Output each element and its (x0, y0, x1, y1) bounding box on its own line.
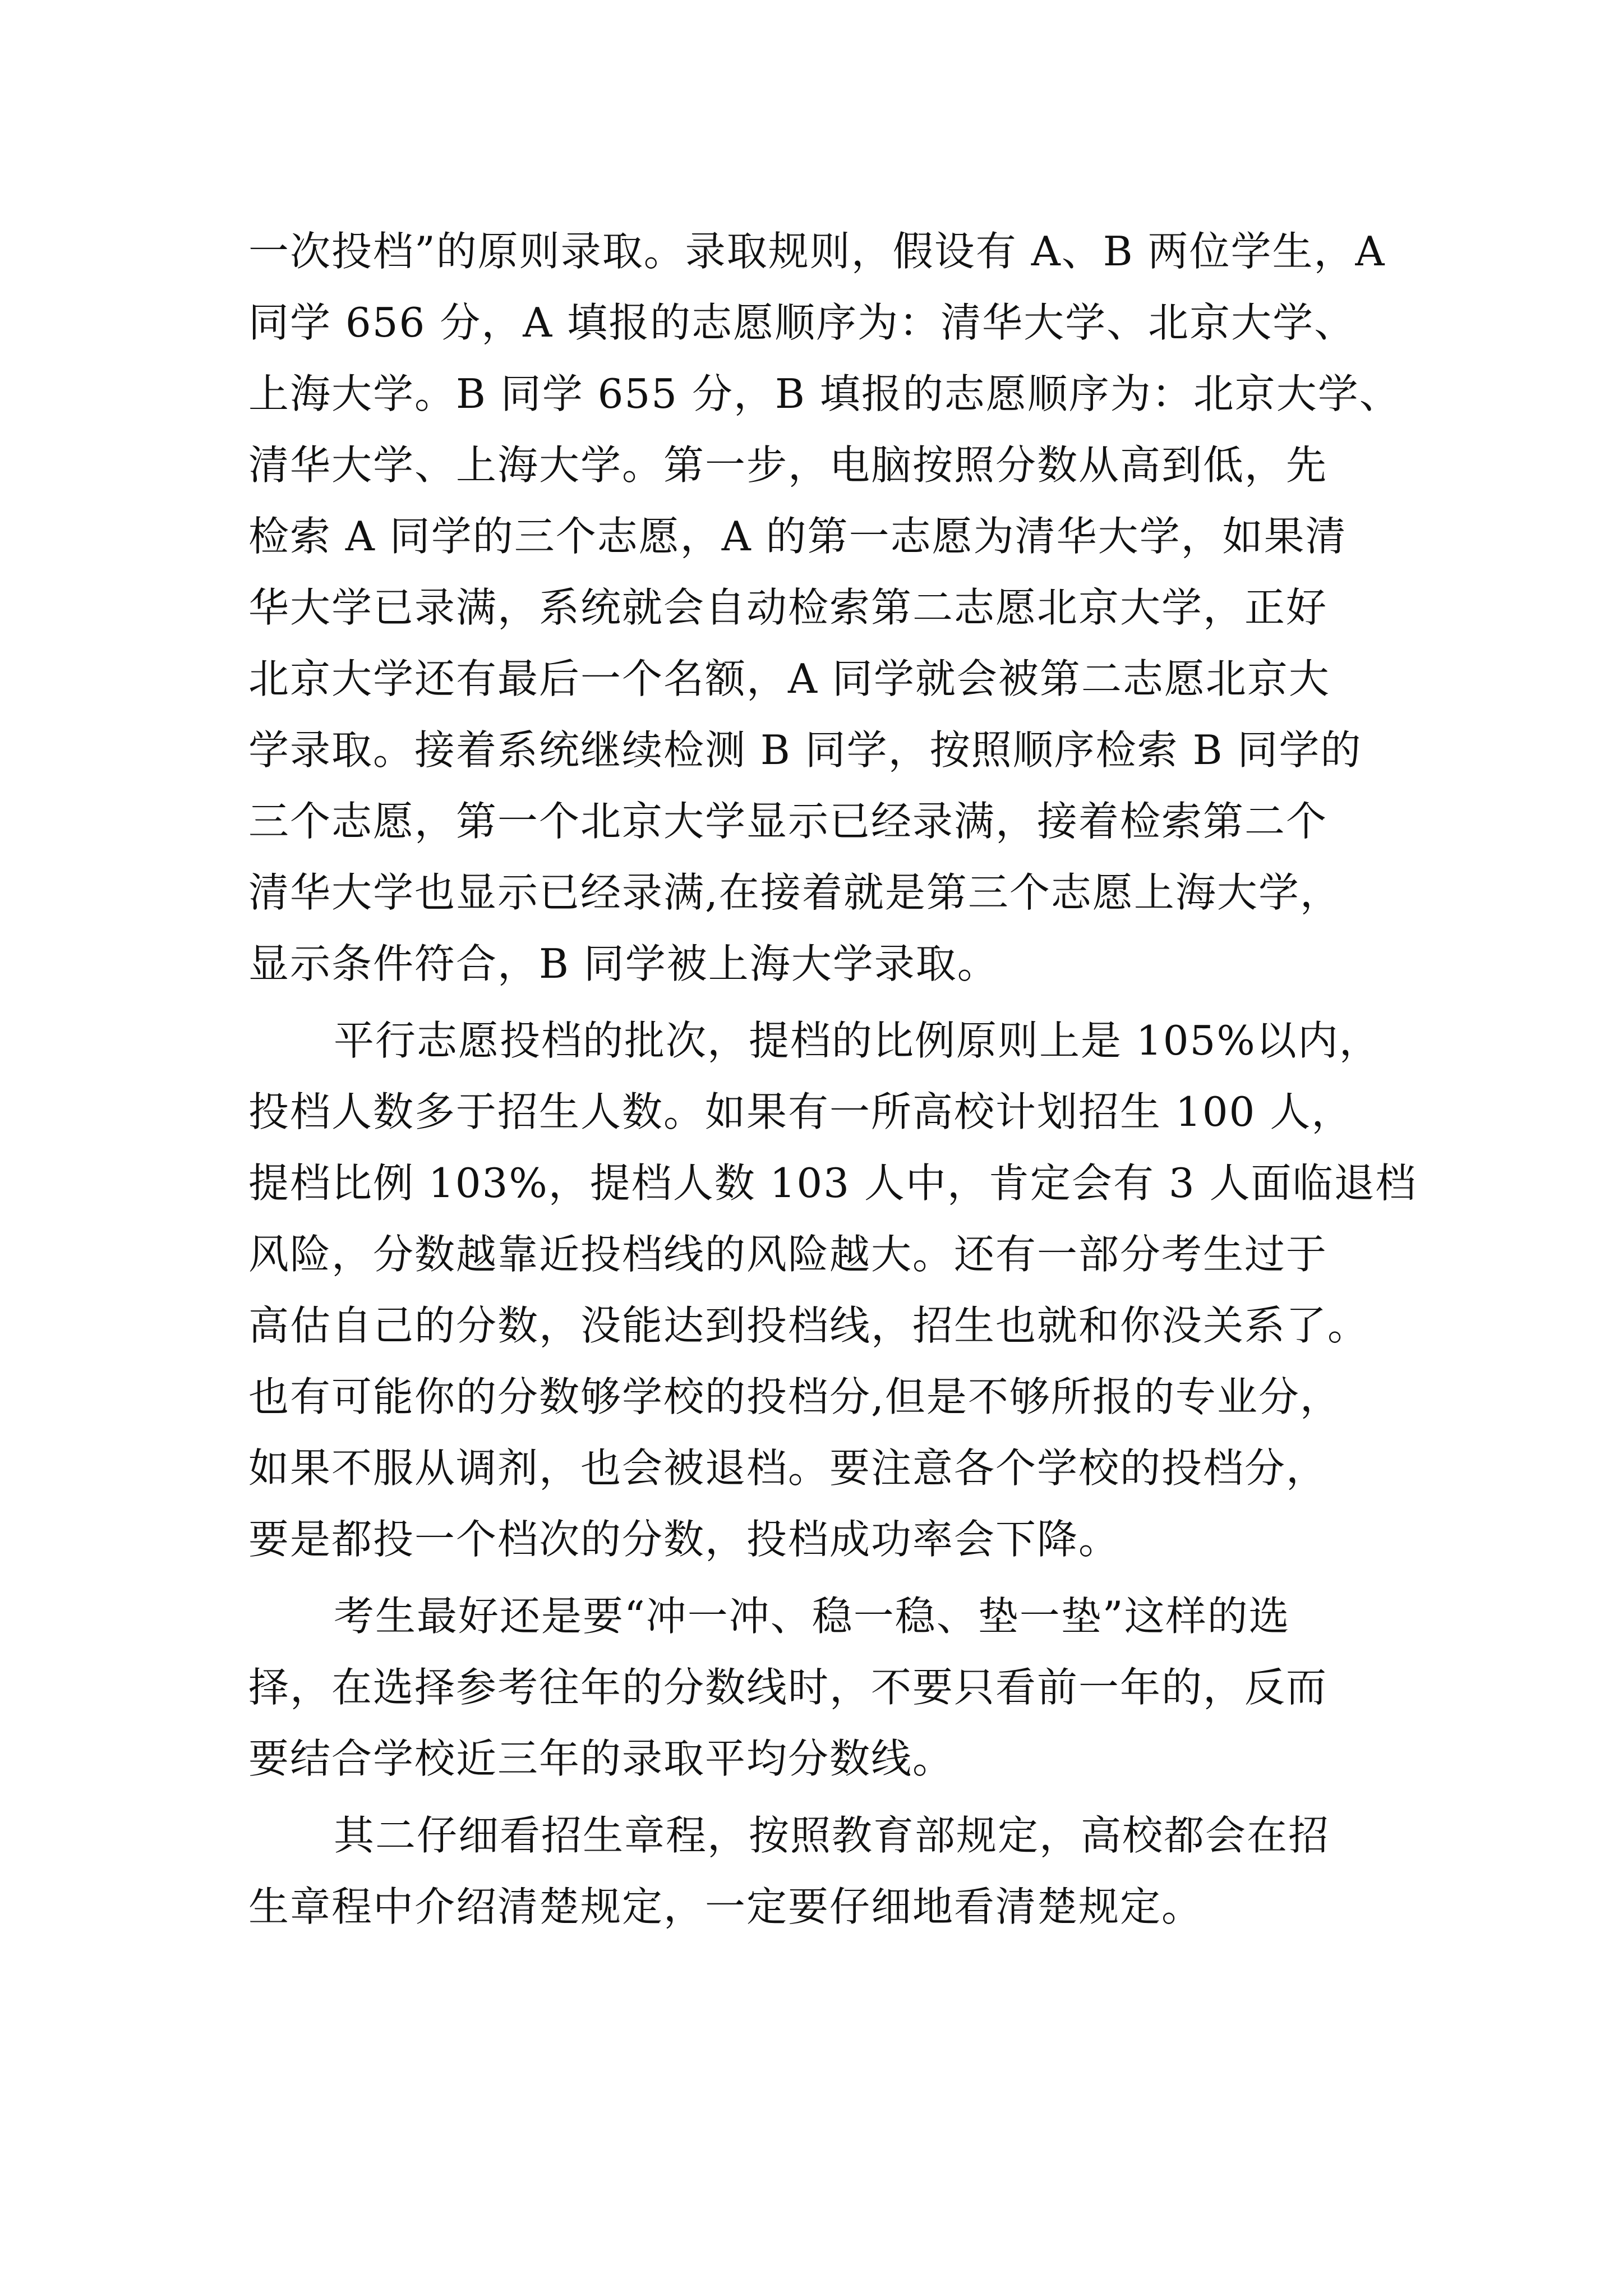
text-line: 要结合学校近三年的录取平均分数线。 (248, 1735, 955, 1782)
text-line: 生章程中介绍清楚规定，一定要仔细地看清楚规定。 (248, 1883, 1204, 1930)
text-line: 检索 A 同学的三个志愿，A 的第一志愿为清华大学，如果清 (248, 513, 1347, 560)
text-line: 清华大学也显示已经录满,在接着就是第三个志愿上海大学， (248, 869, 1341, 916)
text-line: 显示条件符合，B 同学被上海大学录取。 (248, 940, 999, 987)
text-line: 华大学已录满，系统就会自动检索第二志愿北京大学，正好 (248, 584, 1328, 631)
text-line: 如果不服从调剂，也会被退档。要注意各个学校的投档分， (248, 1444, 1328, 1492)
text-line: 择，在选择参考往年的分数线时，不要只看前一年的，反而 (248, 1664, 1328, 1711)
text-line: 学录取。接着系统继续检测 B 同学，按照顺序检索 B 同学的 (248, 726, 1362, 774)
text-line: 要是都投一个档次的分数，投档成功率会下降。 (248, 1516, 1121, 1563)
text-line: 也有可能你的分数够学校的投档分,但是不够所报的专业分， (248, 1373, 1341, 1420)
text-line: 投档人数多于招生人数。如果有一所高校计划招生 100 人， (248, 1088, 1353, 1135)
paragraph-first-line: 平行志愿投档的批次，提档的比例原则上是 105%以内， (334, 1017, 1381, 1064)
text-line: 清华大学、上海大学。第一步，电脑按照分数从高到低，先 (248, 441, 1328, 489)
paragraph-first-line: 考生最好还是要“冲一冲、稳一稳、垫一垫”这样的选 (334, 1593, 1290, 1640)
text-line: 上海大学。B 同学 655 分，B 填报的志愿顺序为：北京大学、 (248, 370, 1401, 417)
paragraph-first-line: 其二仔细看招生章程，按照教育部规定，高校都会在招 (334, 1812, 1330, 1859)
text-line: 风险，分数越靠近投档线的风险越大。还有一部分考生过于 (248, 1231, 1328, 1278)
text-line: 提档比例 103%，提档人数 103 人中，肯定会有 3 人面临退档 (248, 1159, 1417, 1207)
text-line: 北京大学还有最后一个名额，A 同学就会被第二志愿北京大 (248, 655, 1330, 702)
text-line: 高估自己的分数，没能达到投档线，招生也就和你没关系了。 (248, 1302, 1370, 1349)
text-line: 一次投档”的原则录取。录取规则，假设有 A、B 两位学生，A (248, 228, 1386, 275)
text-line: 同学 656 分，A 填报的志愿顺序为：清华大学、北京大学、 (248, 299, 1356, 346)
text-line: 三个志愿，第一个北京大学显示已经录满，接着检索第二个 (248, 798, 1328, 845)
